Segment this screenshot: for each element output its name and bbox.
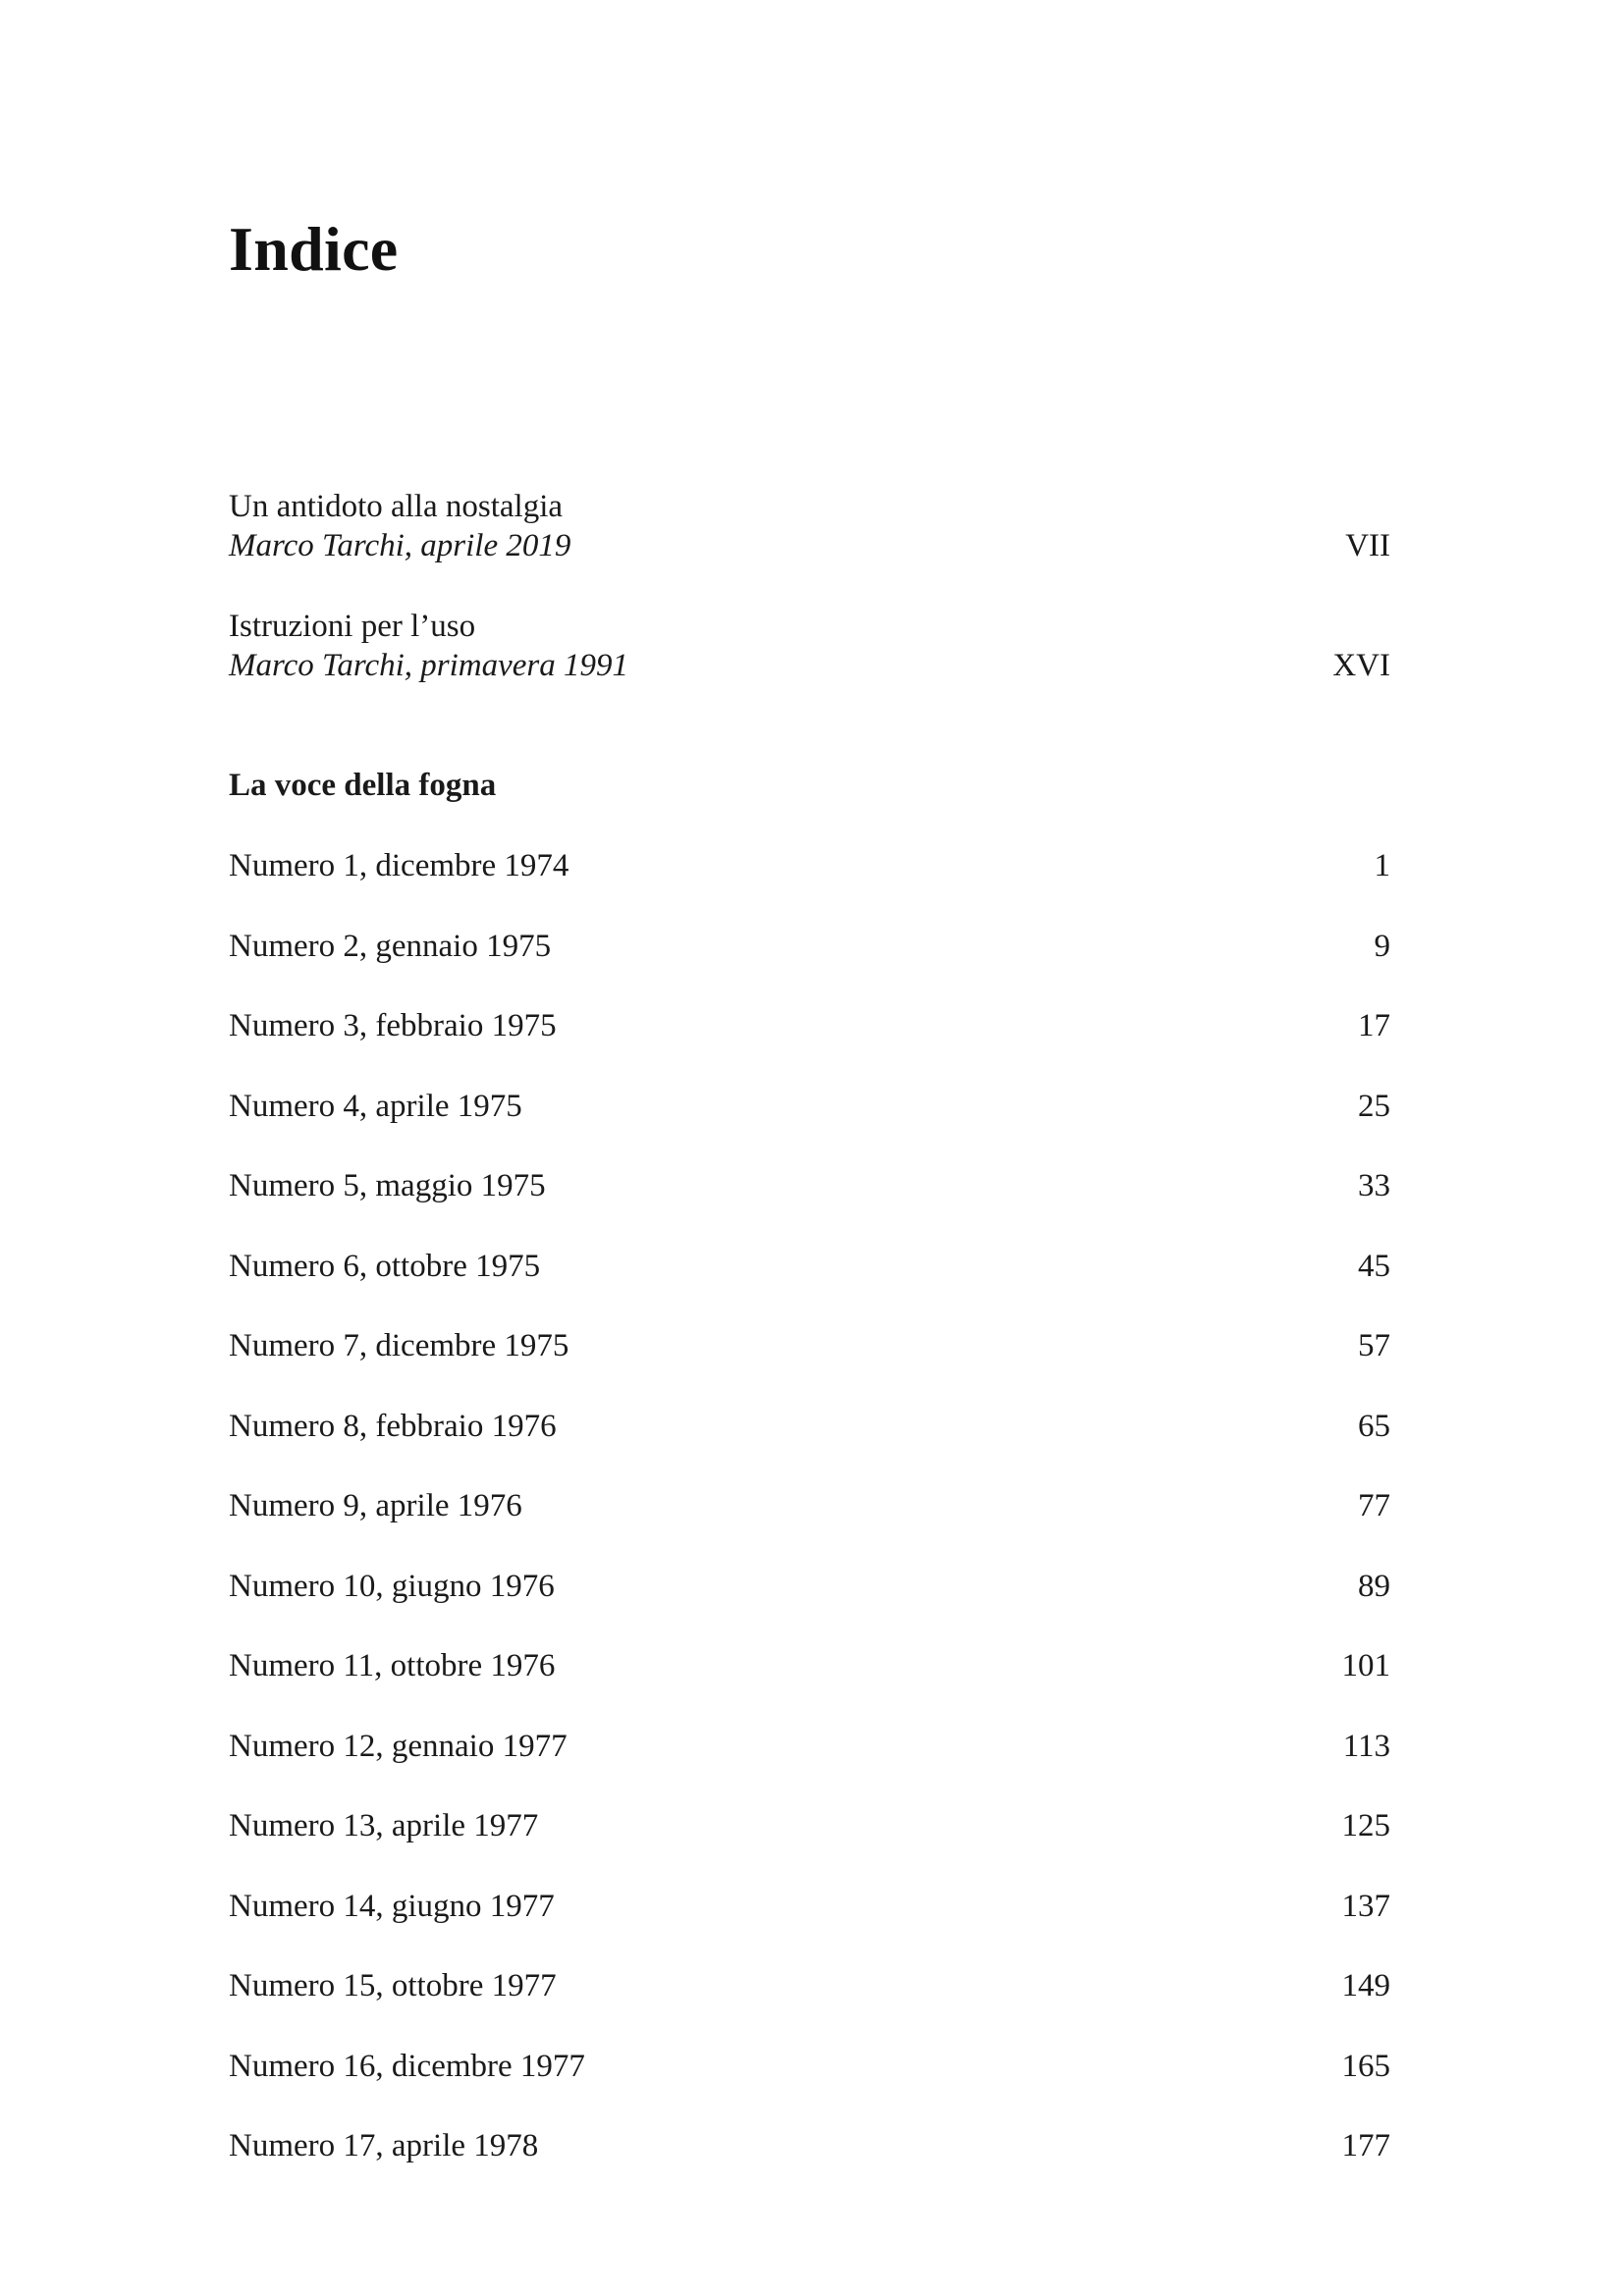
preface-page-number: XVI [1332,648,1390,683]
toc-entry-page: 57 [1358,1328,1390,1363]
toc-entry[interactable] [229,1646,1390,1727]
toc-entry-page: 1 [1374,848,1390,883]
page-title: Indice [229,214,399,284]
toc-entry-page: 33 [1358,1168,1390,1203]
toc-list [229,846,1390,2207]
toc-entry-label: Numero 1, dicembre 1974 [229,848,569,883]
toc-entry-page: 125 [1341,1808,1390,1843]
toc-entry[interactable] [229,1166,1390,1247]
toc-entry-label: Numero 8, febbraio 1976 [229,1408,557,1444]
toc-entry-label: Numero 6, ottobre 1975 [229,1248,541,1284]
toc-entry-page: 25 [1358,1088,1390,1124]
toc-entry-label: Numero 14, giugno 1977 [229,1888,555,1924]
toc-entry-page: 45 [1358,1248,1390,1284]
toc-entry[interactable] [229,2126,1390,2207]
toc-page [229,0,1390,2296]
toc-entry-page: 65 [1358,1408,1390,1444]
toc-entry[interactable] [229,1806,1390,1887]
toc-entry-label: Numero 9, aprile 1976 [229,1488,522,1523]
toc-entry[interactable] [229,1006,1390,1087]
toc-entry[interactable] [229,2047,1390,2127]
preface-title: Istruzioni per l’uso [229,609,476,644]
toc-entry[interactable] [229,1326,1390,1407]
toc-entry-page: 9 [1374,928,1390,964]
preface-entry[interactable] [229,607,1390,685]
toc-entry[interactable] [229,846,1390,927]
toc-entry[interactable] [229,1486,1390,1567]
toc-entry-label: Numero 12, gennaio 1977 [229,1728,568,1764]
toc-entry-page: 101 [1341,1648,1390,1683]
toc-entry[interactable] [229,1567,1390,1647]
toc-entry[interactable] [229,1887,1390,1967]
preface-author: Marco Tarchi, aprile 2019 [229,528,571,563]
toc-entry-page: 177 [1341,2128,1390,2163]
toc-entry[interactable] [229,927,1390,1007]
preface-title: Un antidoto alla nostalgia [229,489,564,524]
toc-entry-label: Numero 10, giugno 1976 [229,1568,555,1604]
toc-entry-label: Numero 15, ottobre 1977 [229,1968,557,2003]
toc-entry-label: Numero 2, gennaio 1975 [229,928,552,964]
preface-entry[interactable] [229,487,1390,565]
preface-page-number: VII [1345,528,1390,563]
toc-entry[interactable] [229,1966,1390,2047]
toc-entry-page: 165 [1341,2048,1390,2084]
toc-entry[interactable] [229,1727,1390,1807]
toc-entry-page: 137 [1341,1888,1390,1924]
toc-entry-label: Numero 5, maggio 1975 [229,1168,546,1203]
toc-entry-label: Numero 17, aprile 1978 [229,2128,539,2163]
toc-entry-label: Numero 11, ottobre 1976 [229,1648,556,1683]
preface-author: Marco Tarchi, primavera 1991 [229,648,628,683]
toc-entry-page: 17 [1358,1008,1390,1043]
toc-entry-label: Numero 3, febbraio 1975 [229,1008,557,1043]
toc-entry[interactable] [229,1247,1390,1327]
toc-entry-label: Numero 13, aprile 1977 [229,1808,539,1843]
toc-entry[interactable] [229,1087,1390,1167]
toc-entry-page: 113 [1342,1728,1390,1764]
toc-entry[interactable] [229,1407,1390,1487]
section-heading: La voce della fogna [229,768,497,803]
toc-entry-page: 77 [1358,1488,1390,1523]
toc-entry-label: Numero 7, dicembre 1975 [229,1328,569,1363]
toc-entry-label: Numero 16, dicembre 1977 [229,2048,585,2084]
toc-entry-label: Numero 4, aprile 1975 [229,1088,522,1124]
toc-entry-page: 89 [1358,1568,1390,1604]
toc-entry-page: 149 [1341,1968,1390,2003]
